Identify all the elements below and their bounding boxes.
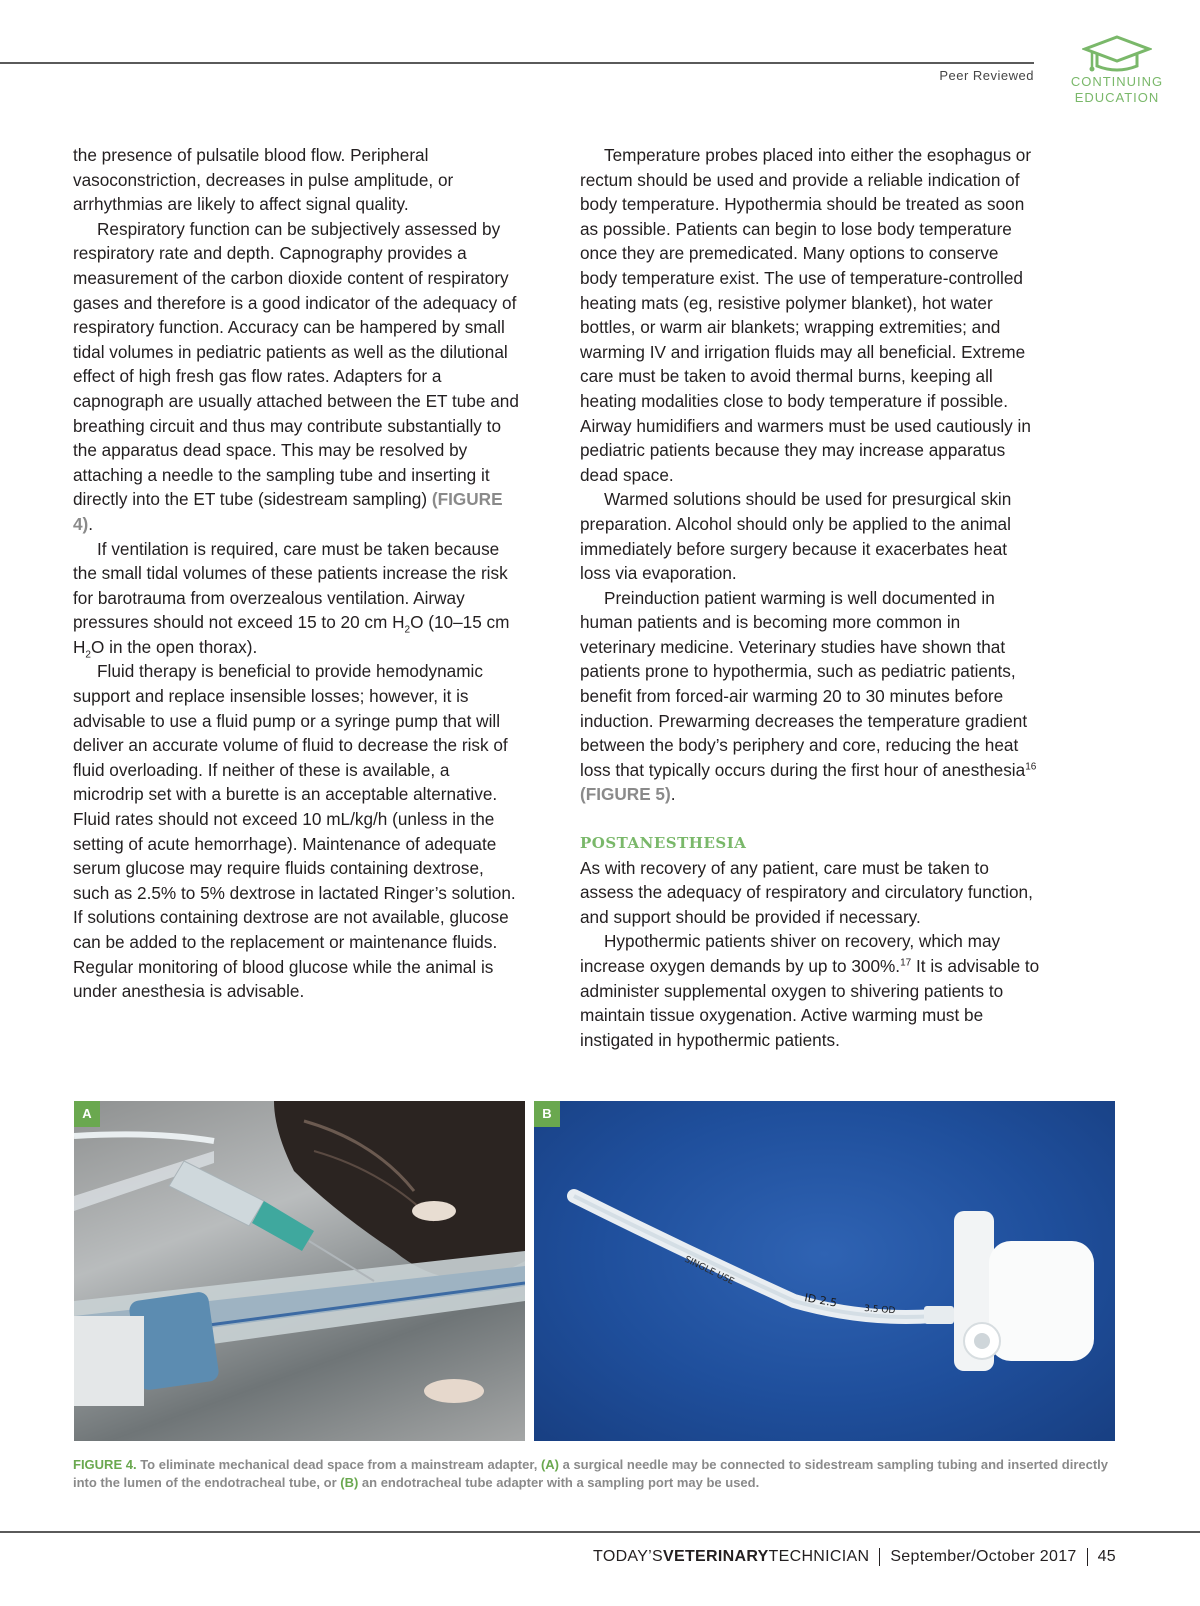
figure-4-ref[interactable]: (FIGURE 4) xyxy=(73,489,503,534)
paragraph xyxy=(580,586,1040,807)
section-heading: POSTANESTHESIA xyxy=(580,834,747,853)
figure-5-ref[interactable]: (FIGURE 5) xyxy=(580,784,671,805)
figure-4a-photo xyxy=(74,1101,525,1441)
caption-label: FIGURE 4. xyxy=(73,1457,137,1472)
paragraph: the presence of pulsatile blood flow. Peripheral vasoconstriction, decreases in pulse amplitude, or arrhythmias are likely to affect signal quality. xyxy=(73,145,454,215)
reference-superscript: 16 xyxy=(1025,761,1037,773)
peer-reviewed-label: Peer Reviewed xyxy=(939,68,1034,83)
footer-rule xyxy=(0,1531,1200,1533)
et-tube-adapter-illustration xyxy=(534,1101,1115,1441)
tube-marking: SINGLE USE xyxy=(682,1254,736,1288)
caption-panel-ref: (B) xyxy=(340,1475,359,1490)
paragraph-end: . xyxy=(88,513,94,534)
paragraph-text: It is advisable to administer supplemental oxygen to shivering patients to maintain tissue oxygenation. Active warming must be instigated in hypothermic patients. xyxy=(580,956,1040,1050)
header-rule xyxy=(0,62,1034,64)
brand-part: TECHNICIAN xyxy=(768,1548,870,1566)
paragraph xyxy=(73,217,523,537)
paragraph-end: . xyxy=(670,784,676,805)
paragraph-text: O (10–15 cm H xyxy=(73,612,510,657)
reference-superscript: 17 xyxy=(900,957,912,969)
publication-name xyxy=(593,1548,869,1565)
paragraph-text: Preinduction patient warming is well documented in human patients and is becoming more common in veterinary medicine. Veterinary studies have shown that patients prone to hypothermia, such as pediatric patients, benefit from forced-air warming 20 to 30 minutes before induction. Prewarming decreases the temperature gradient between the body’s periphery and core, reducing the heat loss that typically occurs during the first hour of anesthesia xyxy=(580,587,1028,780)
tube-marking: ID 2.5 xyxy=(803,1291,838,1310)
paragraph: Warmed solutions should be used for presurgical skin preparation. Alcohol should only be applied to the animal immediately before surgery because it exacerbates heat loss via evaporation. xyxy=(580,489,1012,584)
paragraph: Fluid therapy is beneficial to provide hemodynamic support and replace insensible losses; however, it is advisable to use a fluid pump or a syringe pump that will deliver an accurate volume of fluid to decrease the risk of fluid overloading. If neither of these is available, a microdrip set with a burette is an acceptable alternative. Fluid rates should not exceed 10 mL/kg/h (unless in the setting of acute hemorrhage). Maintenance of adequate serum glucose may require fluids containing dextrose, such as 2.5% to 5% dextrose in lactated Ringer’s solution. If solutions containing dextrose are not available, glucose can be added to the replacement or maintenance fluids. Regular monitoring of blood glucose while the animal is under anesthesia is advisable. xyxy=(73,661,516,1002)
paragraph-text: O in the open thorax). xyxy=(90,636,258,657)
divider xyxy=(1087,1548,1088,1566)
paragraph xyxy=(580,929,1040,1052)
tube-marking: 3.5 OD xyxy=(863,1304,896,1317)
paragraph: As with recovery of any patient, care must be taken to assess the adequacy of respiratory and circulatory function, and support should be provided if necessary. xyxy=(580,857,1033,927)
caption-text: To eliminate mechanical dead space from a mainstream adapter, xyxy=(136,1457,541,1472)
right-column xyxy=(580,143,1040,1052)
issue-date: September/October 2017 xyxy=(890,1548,1077,1566)
brand-part: TODAY’S xyxy=(593,1548,664,1566)
subscript: 2 xyxy=(404,624,411,636)
figure-4b-photo xyxy=(534,1101,1115,1441)
caption-text: a surgical needle may be connected to sidestream sampling tubing and inserted directly into the lumen of the endotracheal tube, or xyxy=(73,1457,1109,1490)
paragraph-text: Hypothermic patients shiver on recovery, which may increase oxygen demands by up to 300%. xyxy=(580,931,1001,976)
caption-text: an endotracheal tube adapter with a sampling port may be used. xyxy=(358,1475,760,1490)
continuing-education-logo xyxy=(1062,34,1172,106)
graduation-cap-icon xyxy=(1082,34,1152,74)
paragraph-text: If ventilation is required, care must be taken because the small tidal volumes of these patients increase the risk for barotrauma from overzealous ventilation. Airway pressures should not exceed 15 to 20 cm H xyxy=(73,538,508,633)
brand-part: VETERINARY xyxy=(663,1548,769,1566)
left-column xyxy=(73,143,523,1004)
page-footer xyxy=(593,1548,1116,1566)
panel-label-a: A xyxy=(74,1101,100,1127)
needle-in-et-tube-illustration xyxy=(74,1101,525,1441)
paragraph xyxy=(73,537,523,660)
paragraph: Temperature probes placed into either the esophagus or rectum should be used and provide a reliable indication of body temperature. Hypothermia should be treated as soon as possible. Patients can begin to lose body temperature once they are premedicated. Many options to conserve body temperature exist. The use of temperature-controlled heating mats (eg, resistive polymer blanket), hot water bottles, or warm air blankets; wrapping extremities; and warming IV and irrigation fluids may all beneficial. Extreme care must be taken to avoid thermal burns, keeping all heating modalities close to body temperature if possible. Airway humidifiers and warmers must be used cautiously in pediatric patients because they may increase apparatus dead space. xyxy=(580,145,1032,485)
paragraph-text: Respiratory function can be subjectively assessed by respiratory rate and depth. Capnography provides a measurement of the carbon dioxide content of respiratory gases and therefore is a good indicator of the adequacy of respiratory function. Accuracy can be hampered by small tidal volumes in pediatric patients as well as the dilutional effect of high fresh gas flow rates. Adapters for a capnograph are usually attached between the ET tube and breathing circuit and thus may contribute substantially to the apparatus dead space. This may be resolved by attaching a needle to the sampling tube and inserting it directly into the ET tube (sidestream sampling) xyxy=(73,218,519,510)
figure-caption xyxy=(73,1456,1113,1492)
panel-label-b: B xyxy=(534,1101,560,1127)
subscript: 2 xyxy=(85,649,91,661)
ce-line-1: CONTINUING xyxy=(1070,74,1164,89)
divider xyxy=(879,1548,880,1566)
ce-line-2: EDUCATION xyxy=(1074,90,1160,105)
page-number: 45 xyxy=(1097,1548,1116,1566)
caption-panel-ref: (A) xyxy=(540,1457,559,1472)
